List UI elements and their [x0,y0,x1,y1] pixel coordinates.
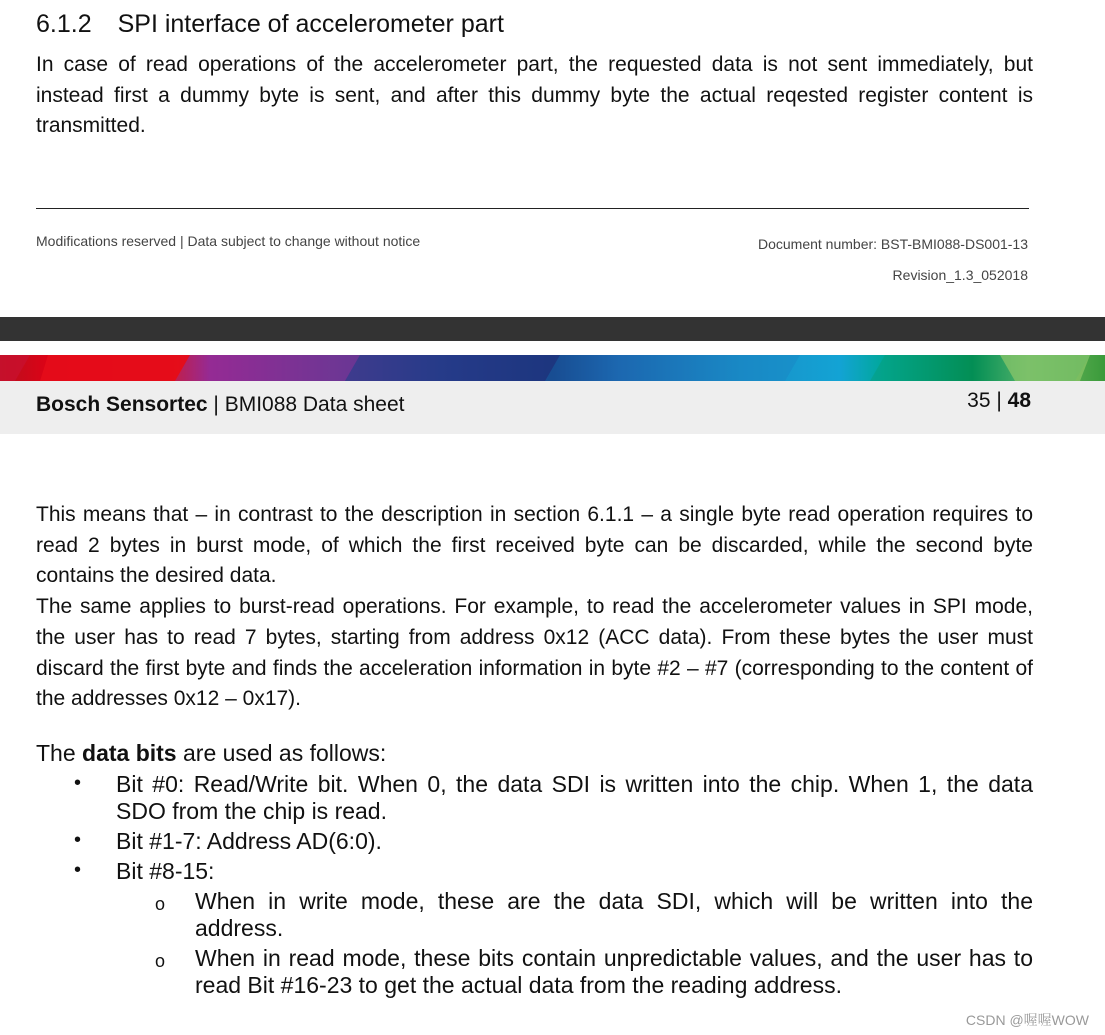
page-separator: | [990,389,1008,412]
list-item-text: Bit #0: Read/Write bit. When 0, the data SDI is written into the chip. When 1, the data SDO from the chip is read. [116,771,1033,824]
page-number [967,389,1031,413]
body-paragraph-1: This means that – in contrast to the description in section 6.1.1 – a single byte read operation requires to read 2 bytes in burst mode, of which the first received byte can be discarded, while the second byte contains the desired data. [36,503,1033,588]
header-separator: | [207,393,225,416]
circle-bullet-icon: o [155,894,166,914]
document-header-title [36,393,404,417]
page-current: 35 [967,389,991,412]
data-bits-list [0,771,1105,999]
lead-bold: data bits [82,740,177,766]
section-title: SPI interface of accelerometer part [117,10,504,38]
footer-divider [36,208,1029,209]
product-name: BMI088 Data sheet [224,393,405,416]
sub-list-item-text: When in write mode, these are the data SDI, which will be written into the address. [195,888,1033,941]
lead-suffix: are used as follows: [176,740,387,766]
document-number: Document number: BST-BMI088-DS001-13 [757,236,1028,252]
list-item [0,828,1105,855]
csdn-watermark: CSDN @喔喔WOW [965,1012,1089,1028]
page-total: 48 [1007,389,1031,412]
page-break-bar [0,317,1105,341]
list-item-text: Bit #1-7: Address AD(6:0). [116,828,382,854]
intro-paragraph: In case of read operations of the accelerometer part, the requested data is not sent immediately, but instead first a dummy byte is sent, and after this dummy byte the actual reqested register content is transmitted. [36,53,1033,138]
lead-prefix: The [36,740,83,766]
data-bits-lead [36,740,386,767]
bullet-icon: • [74,772,82,794]
sub-list-item [0,888,1105,942]
sub-list-item-text: When in read mode, these bits contain unpredictable values, and the user has to read Bit #16-23 to get the actual data from the reading address. [195,945,1033,998]
bullet-icon: • [74,859,82,881]
list-item-text: Bit #8-15: [116,858,215,884]
list-item [0,771,1105,825]
circle-bullet-icon: o [155,951,166,971]
body-paragraph-2: The same applies to burst-read operations. For example, to read the accelerometer values in SPI mode, the user has to read 7 bytes, starting from address 0x12 (ACC data). From these bytes the user must discard the first byte and finds the acceleration information in byte #2 – #7 (corresponding to the content of the addresses 0x12 – 0x17). [36,595,1033,711]
list-item [0,858,1105,885]
company-name: Bosch Sensortec [36,393,208,416]
section-number: 6.1.2 [36,10,92,38]
sub-list-item [0,945,1105,999]
section-heading [36,10,504,39]
bosch-supergraphic [0,355,1105,381]
revision-label: Revision_1.3_052018 [892,267,1028,283]
bullet-icon: • [74,829,82,851]
body-text [36,500,1033,715]
footer-notice: Modifications reserved | Data subject to change without notice [36,233,421,249]
